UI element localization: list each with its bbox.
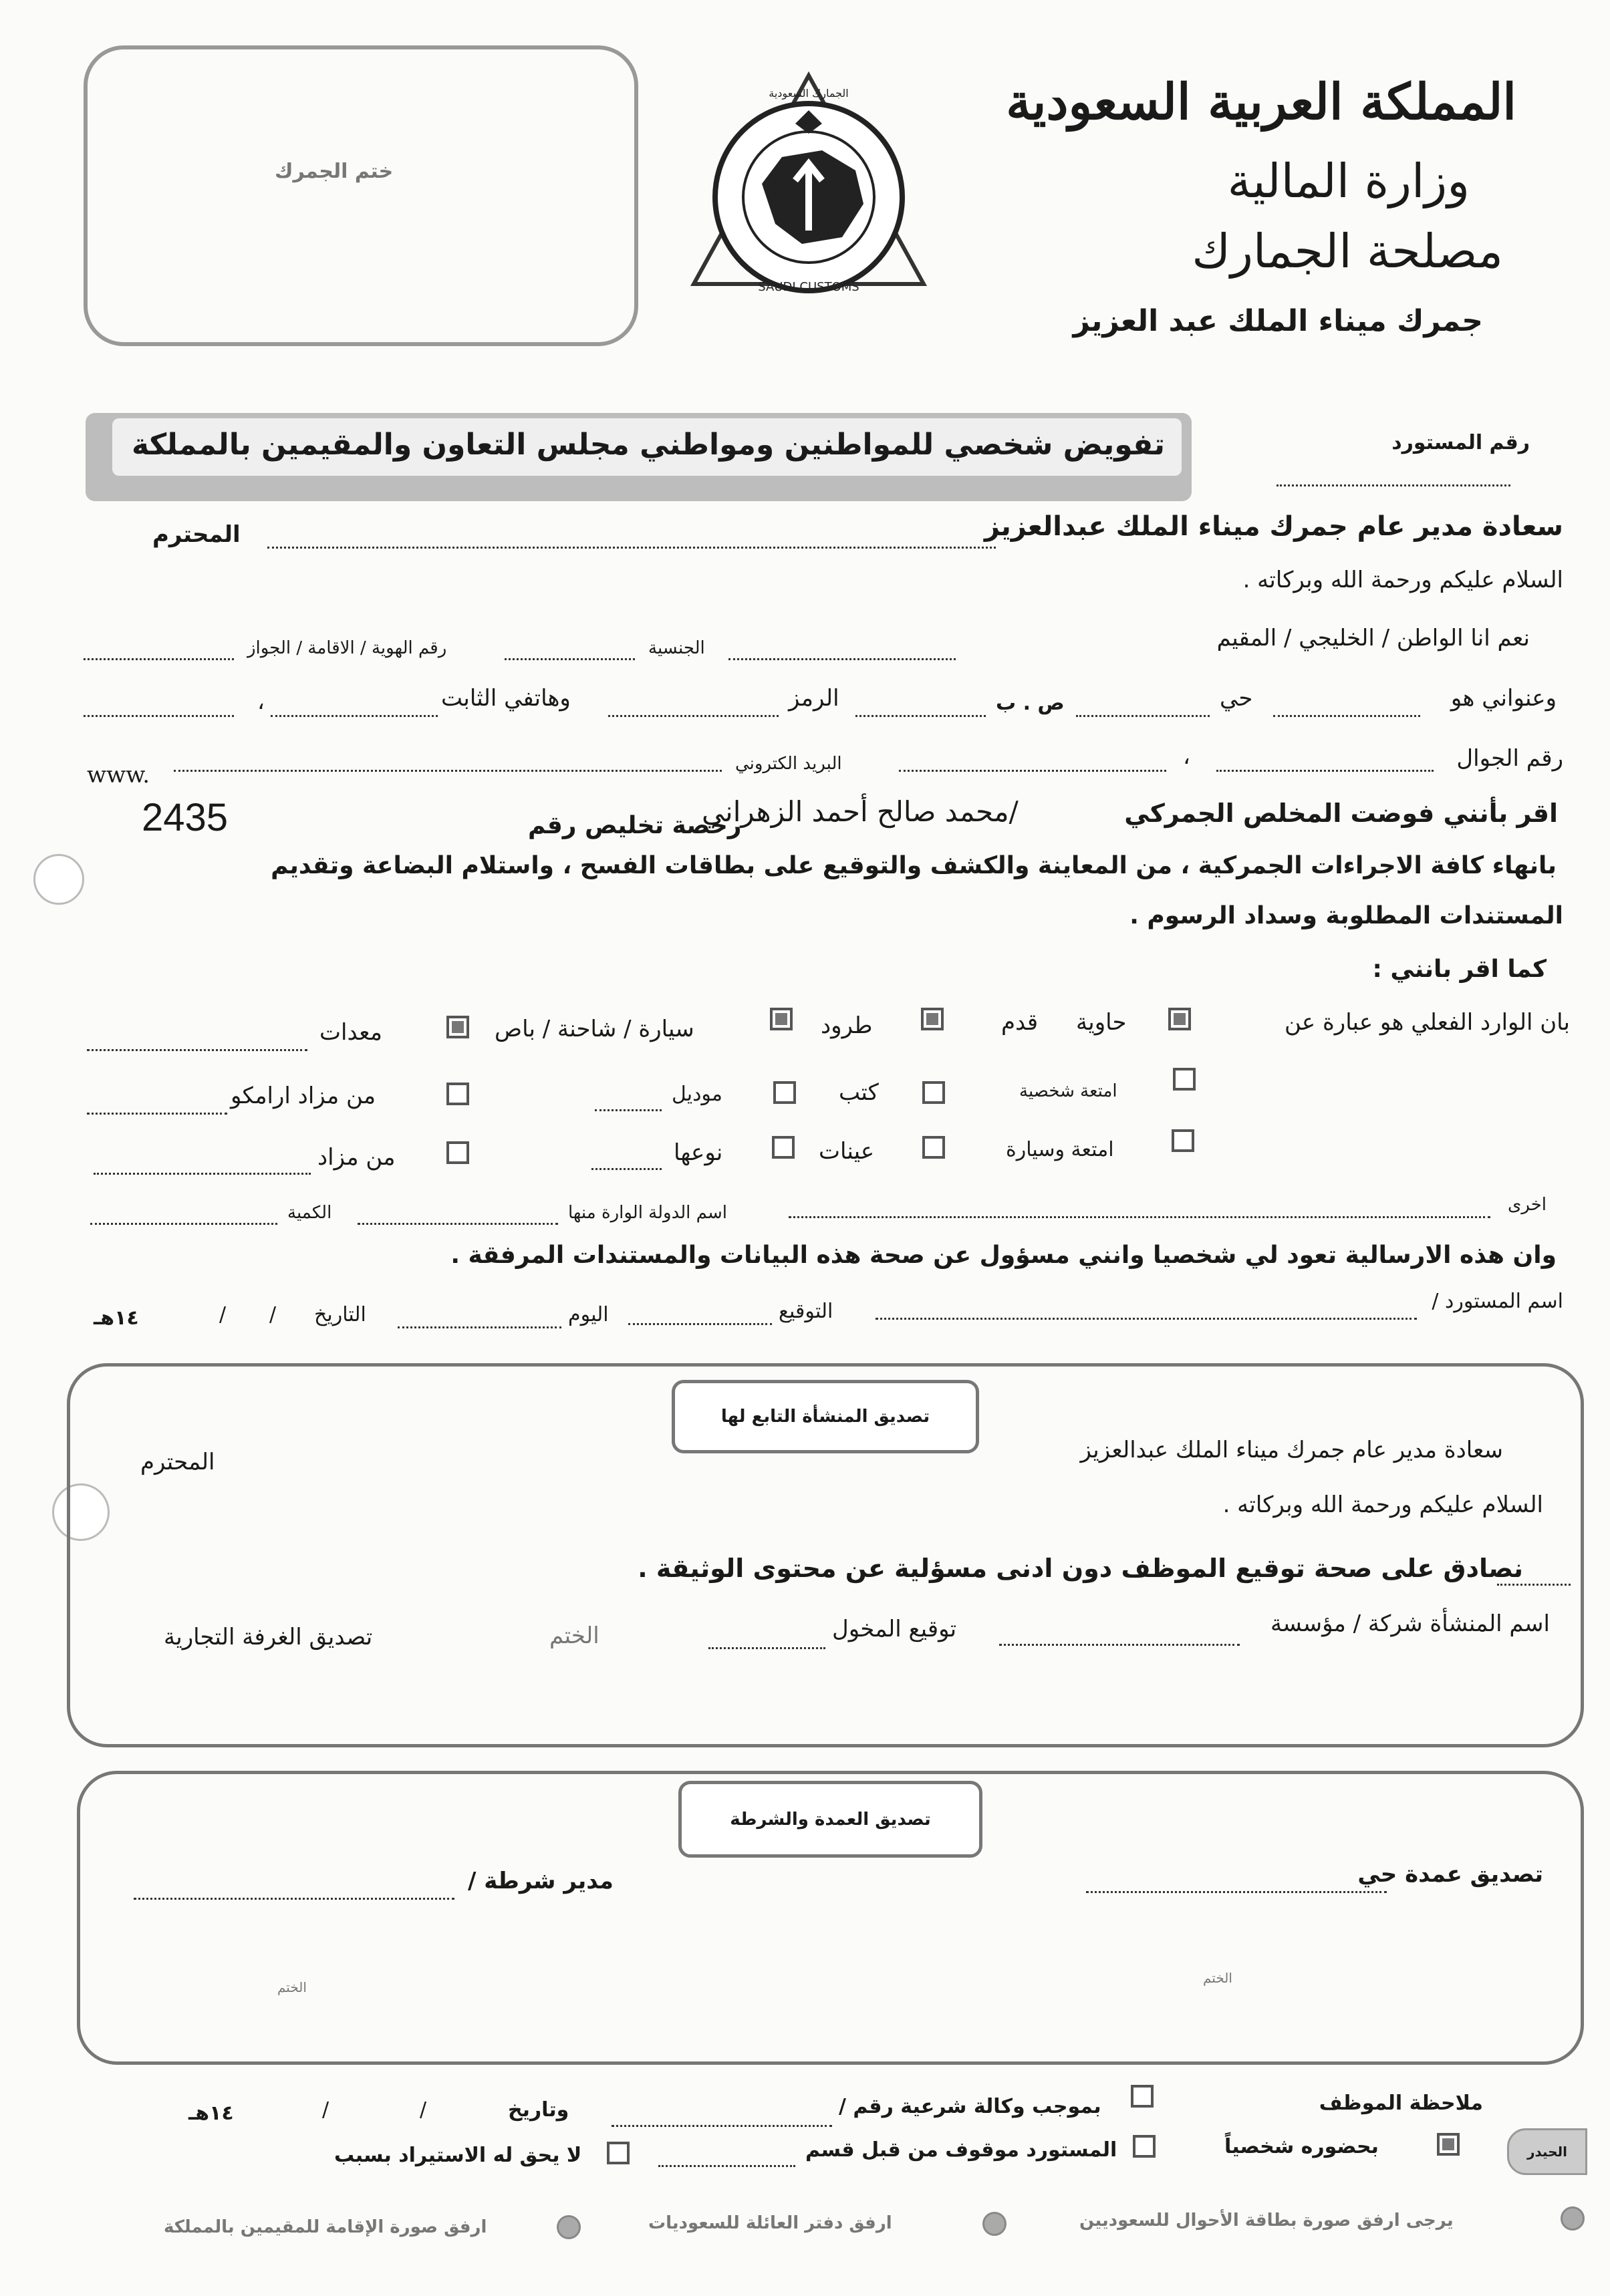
port-title: جمرك ميناء الملك عبد العزيز	[1073, 304, 1483, 338]
container-checkbox[interactable]	[1168, 1008, 1191, 1030]
other-field[interactable]	[789, 1216, 1490, 1218]
mobile-field-2[interactable]	[899, 770, 1166, 772]
importer-suspended-field[interactable]	[658, 2165, 795, 2167]
citizen-name-field[interactable]	[728, 658, 956, 660]
phone-label: وهاتفي الثابت	[441, 685, 571, 712]
type-field[interactable]	[591, 1168, 662, 1170]
model-label: موديل	[672, 1083, 722, 1106]
zip-label: الرمز	[789, 685, 839, 712]
importer-no-label: رقم المستورد	[1391, 431, 1530, 454]
punch-hole-top	[33, 854, 84, 905]
auction-field[interactable]	[94, 1173, 311, 1175]
title-bar	[86, 413, 1192, 501]
company-label: اسم المنشأة شركة / مؤسسة	[1270, 1610, 1550, 1637]
emblem-top-text: الجمارك السعودية	[769, 87, 849, 100]
side-tab	[1507, 2128, 1587, 2175]
respected-label: المحترم	[152, 521, 241, 548]
agency-date-slash-2: /	[322, 2098, 329, 2122]
parcels-label: طرود	[821, 1012, 873, 1039]
type-label: نوعها	[674, 1139, 723, 1166]
date-label: التاريخ	[314, 1303, 366, 1326]
id-label: رقم الهوية / الاقامة / الجواز	[247, 638, 447, 658]
aramco-field[interactable]	[87, 1113, 227, 1115]
in-person-label: بحضوره شخصياً	[1224, 2135, 1379, 2158]
agency-date-label: وتاريخ	[508, 2098, 569, 2122]
books-checkbox[interactable]	[922, 1081, 945, 1104]
agency-date-slash-1: /	[420, 2098, 427, 2122]
effects-car-checkbox[interactable]	[1172, 1129, 1194, 1152]
phone-comma: ،	[257, 688, 265, 715]
mayor-field[interactable]	[1086, 1891, 1387, 1893]
address-label: وعنواني هو	[1450, 685, 1557, 712]
phone-field-2[interactable]	[84, 715, 234, 717]
establishment-greeting: السلام عليكم ورحمة الله وبركاته .	[1222, 1491, 1543, 1518]
mayor-label: تصديق عمدة حي	[1357, 1861, 1543, 1888]
equipment-label: معدات	[319, 1019, 382, 1046]
signature-label: التوقيع	[779, 1300, 833, 1323]
note-bullet-2	[982, 2212, 1007, 2236]
importer-suspended-checkbox[interactable]	[1133, 2135, 1156, 2158]
quantity-field[interactable]	[90, 1223, 277, 1225]
vehicle-checkbox[interactable]	[770, 1008, 793, 1030]
mobile-label: رقم الجوال	[1456, 745, 1563, 772]
police-stamp-label: الختم	[277, 1979, 307, 1995]
license-number[interactable]: 2435	[142, 796, 229, 839]
email-field[interactable]	[174, 770, 722, 772]
chamber-label: تصديق الغرفة التجارية	[164, 1624, 373, 1651]
responsibility-statement: وان هذه الارسالية تعود لي شخصيا وانني مسؤول عن صحة هذه البيانات والمستندات المرفقة .	[450, 1242, 1557, 1269]
note-bullet-1	[1561, 2206, 1585, 2231]
district-field[interactable]	[1076, 715, 1210, 717]
police-title: تصديق العمدة والشرطة	[678, 1781, 982, 1858]
zip-field[interactable]	[608, 715, 779, 717]
license-label: رخصة تخليص رقم	[528, 812, 742, 839]
procedures-line-1: بانهاء كافة الاجراءات الجمركية ، من المعاينة والكشف والتوقيع على بطاقات الفسح ، واستلام البضاعة وتقديم	[271, 852, 1557, 879]
type-checkbox[interactable]	[772, 1136, 795, 1159]
importer-name-label: اسم المستورد /	[1432, 1290, 1563, 1313]
address-field[interactable]	[1273, 715, 1420, 717]
equipment-field[interactable]	[87, 1049, 307, 1051]
pobox-label: ص . ب	[996, 692, 1065, 715]
agency-checkbox[interactable]	[1131, 2085, 1154, 2108]
personal-effects-checkbox[interactable]	[1173, 1068, 1196, 1091]
attach-saudi-id: يرجى ارفق صورة بطاقة الأحوال للسعوديين	[1079, 2210, 1454, 2231]
authority-title: مصلحة الجمارك	[1192, 224, 1503, 279]
side-tab-label: الحيدر	[1526, 2144, 1567, 2160]
nationality-label: الجنسية	[648, 638, 705, 658]
date-slash-1: /	[269, 1303, 277, 1326]
importer-suspended-label: المستورد موقوف من قبل قسم	[805, 2138, 1117, 2162]
id-field[interactable]	[84, 658, 234, 660]
authorize-text: اقر بأنني فوضت المخلص الجمركي	[1124, 799, 1558, 828]
equipment-checkbox[interactable]	[446, 1016, 469, 1038]
attach-iqama: ارفق صورة الإقامة للمقيمين بالمملكة	[164, 2217, 487, 2237]
declaration-header: كما اقر بانني :	[1372, 956, 1547, 983]
auction-label: من مزاد	[317, 1144, 396, 1171]
ministry-title: وزارة المالية	[1227, 154, 1470, 208]
quantity-label: الكمية	[287, 1203, 332, 1223]
emblem-bottom-text: SAUDI CUSTOMS	[758, 280, 859, 294]
kingdom-title: المملكة العربية السعودية	[1006, 74, 1516, 131]
company-field[interactable]	[999, 1644, 1240, 1646]
samples-label: عينات	[819, 1138, 875, 1165]
other-label: اخرى	[1508, 1195, 1547, 1215]
origin-country-field[interactable]	[358, 1223, 558, 1225]
attach-family-book: ارفق دفتر العائلة للسعوديات	[648, 2213, 892, 2233]
not-allowed-checkbox[interactable]	[607, 2142, 630, 2164]
note-bullet-3	[557, 2215, 581, 2239]
broker-name[interactable]: /محمد صالح أحمد الزهراني	[702, 795, 1019, 828]
establishment-addressee: سعادة مدير عام جمرك ميناء الملك عبدالعزيز	[1080, 1437, 1503, 1463]
pobox-field[interactable]	[855, 715, 986, 717]
customs-stamp-label: ختم الجمرك	[275, 160, 394, 183]
origin-country-label: اسم الدولة الوارة منها	[568, 1203, 727, 1223]
mayor-stamp-label: الختم	[1203, 1970, 1232, 1986]
importer-intro: بان الوارد الفعلي هو عبارة عن	[1284, 1009, 1570, 1036]
not-allowed-label: لا يحق له الاستيراد بسبب	[334, 2144, 582, 2167]
police-director-label: مدير شرطة /	[468, 1868, 614, 1894]
personal-effects-label: امتعة شخصية	[1019, 1081, 1117, 1101]
feet-label: قدم	[1001, 1009, 1039, 1036]
parcels-checkbox[interactable]	[921, 1008, 944, 1030]
district-label: حي	[1220, 685, 1253, 712]
date-hijri: ١٤هـ	[94, 1306, 139, 1330]
establishment-title: تصديق المنشأة التابع لها	[672, 1380, 979, 1453]
employee-note-label: ملاحظة الموظف	[1319, 2092, 1483, 2115]
container-label: حاوية	[1076, 1009, 1127, 1036]
model-field[interactable]	[595, 1109, 662, 1111]
date-slash-2: /	[219, 1303, 227, 1326]
authorized-signature-label: توقيع المخول	[832, 1616, 957, 1642]
www-prefix: www.	[87, 762, 150, 788]
model-checkbox[interactable]	[773, 1081, 796, 1104]
agency-field[interactable]	[612, 2125, 832, 2127]
mobile-comma: ،	[1183, 743, 1190, 770]
agency-label: بموجب وكالة شرعية رقم /	[839, 2095, 1101, 2118]
addressee-line: سعادة مدير عام جمرك ميناء الملك عبدالعزيز	[984, 511, 1563, 542]
day-label: اليوم	[568, 1303, 609, 1326]
customs-stamp-box	[84, 45, 638, 346]
greeting-line: السلام عليكم ورحمة الله وبركاته .	[1242, 567, 1563, 593]
establishment-respected: المحترم	[140, 1449, 215, 1475]
mobile-field[interactable]	[1216, 770, 1434, 772]
phone-field[interactable]	[271, 715, 438, 717]
form-title: تفويض شخصي للمواطنين ومواطني مجلس التعاون والمقيمين بالمملكة	[131, 428, 1165, 462]
citizen-intro: نعم انا الواطن / الخليجي / المقيم	[1216, 625, 1530, 652]
in-person-checkbox[interactable]	[1437, 2133, 1460, 2156]
vehicle-label: سيارة / شاحنة / باص	[495, 1016, 694, 1042]
saudi-customs-emblem	[688, 70, 929, 297]
establishment-stamp-label: الختم	[549, 1622, 599, 1649]
email-label: البريد الكتروني	[735, 754, 842, 774]
day-field[interactable]	[398, 1326, 561, 1328]
books-label: كتب	[839, 1079, 879, 1106]
establishment-certify: نصادق على صحة توقيع الموظف دون ادنى مسؤلية عن محتوى الوثيقة .	[638, 1554, 1523, 1583]
effects-car-label: امتعة وسيارة	[1006, 1138, 1114, 1161]
procedures-line-2: المستندات المطلوبة وسداد الرسوم .	[1129, 902, 1563, 929]
importer-no-field[interactable]	[1277, 484, 1510, 486]
aramco-checkbox[interactable]	[446, 1083, 469, 1105]
samples-checkbox[interactable]	[922, 1136, 945, 1159]
importer-name-field[interactable]	[876, 1318, 1417, 1320]
signature-field[interactable]	[628, 1323, 772, 1325]
nationality-field[interactable]	[505, 658, 635, 660]
police-director-field[interactable]	[134, 1898, 454, 1900]
authorized-signature-field[interactable]	[708, 1647, 825, 1649]
aramco-label: من مزاد ارامكو	[231, 1083, 376, 1109]
agency-hijri: ١٤هـ	[188, 2102, 234, 2125]
auction-checkbox[interactable]	[446, 1141, 469, 1164]
